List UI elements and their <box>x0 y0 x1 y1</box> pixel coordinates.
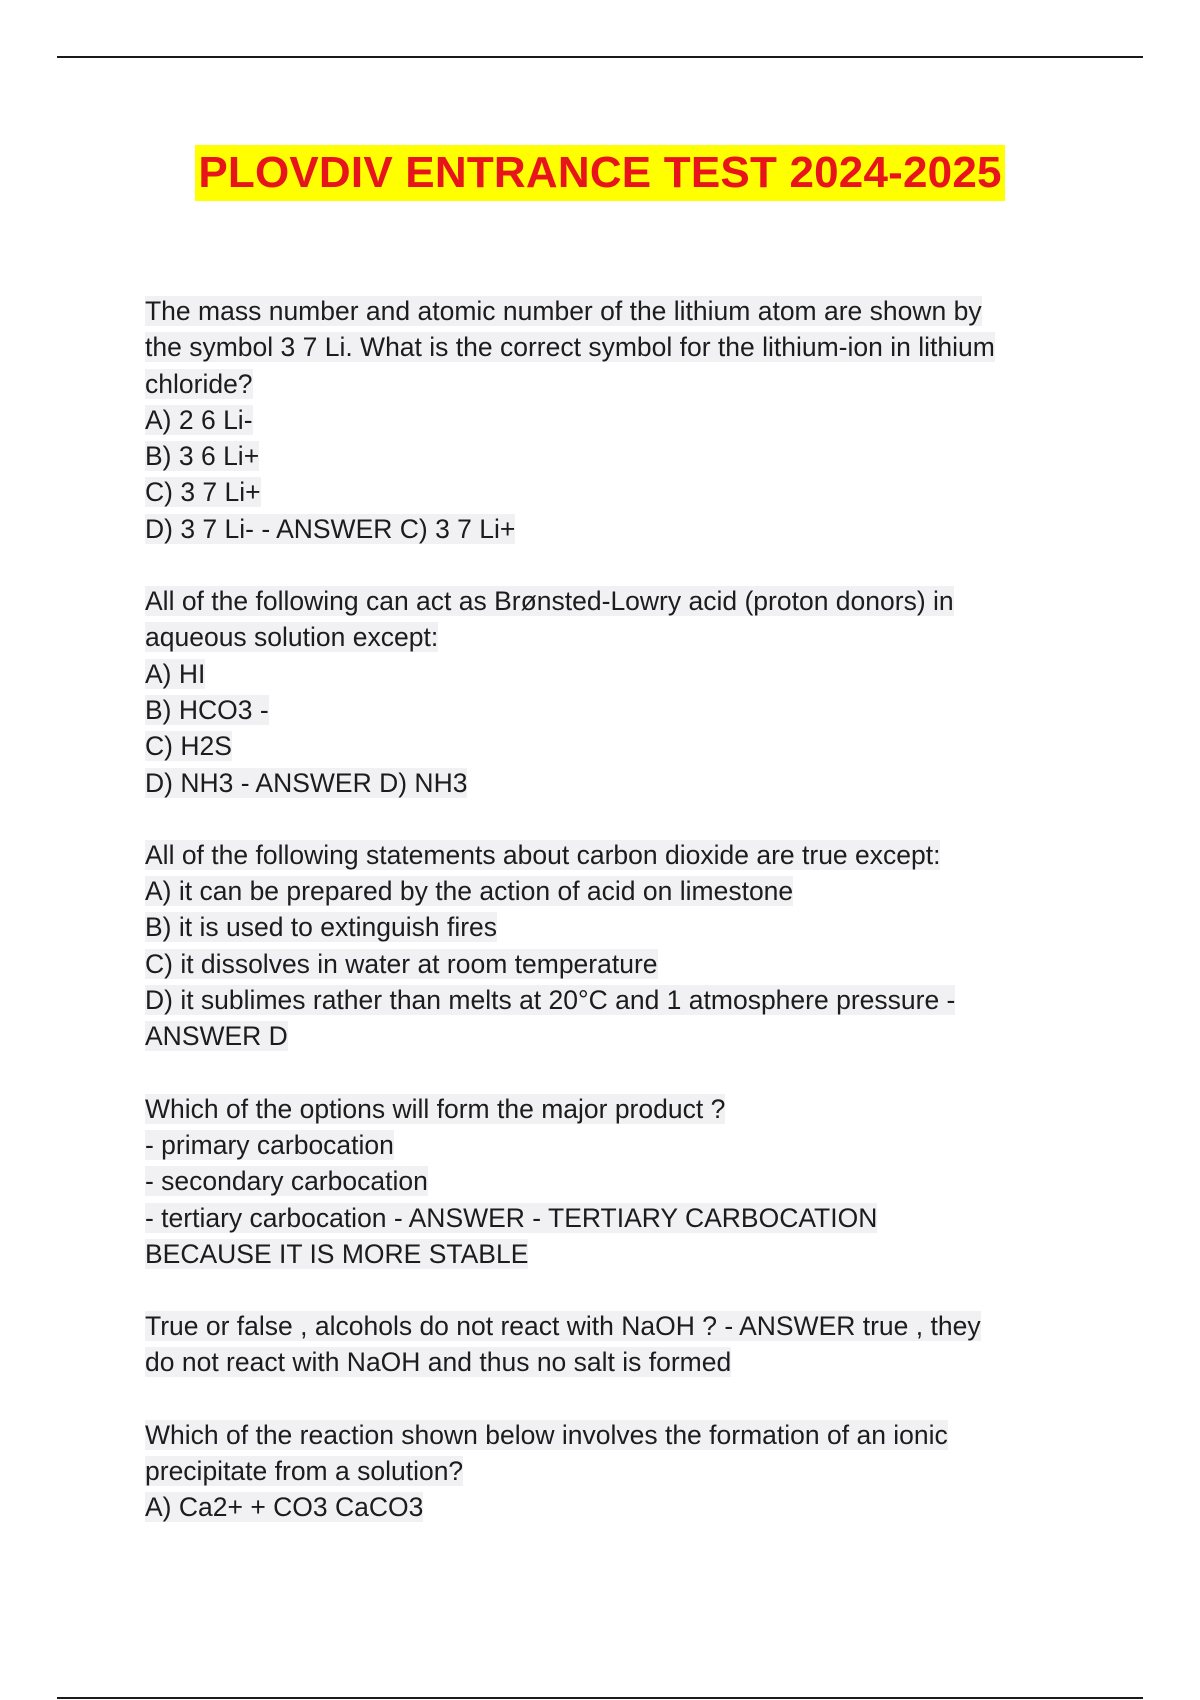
question-line <box>145 946 1065 982</box>
question-line <box>145 837 1065 873</box>
question-line-text: B) 3 6 Li+ <box>145 441 260 472</box>
question-line <box>145 1091 1065 1127</box>
question-line <box>145 366 1065 402</box>
question-line <box>145 511 1065 547</box>
question-block <box>145 1308 1065 1381</box>
bottom-rule <box>57 1697 1143 1699</box>
question-line <box>145 474 1065 510</box>
question-line <box>145 728 1065 764</box>
question-line <box>145 1453 1065 1489</box>
question-line-text: - primary carbocation <box>145 1129 394 1160</box>
question-line <box>145 1308 1065 1344</box>
question-line-text: BECAUSE IT IS MORE STABLE <box>145 1238 529 1269</box>
question-block <box>145 1091 1065 1272</box>
question-line-text: The mass number and atomic number of the lithium atom are shown by <box>145 296 982 326</box>
question-line-text: D) it sublimes rather than melts at 20°C and 1 atmosphere pressure - <box>145 985 956 1016</box>
question-line-text: ANSWER D <box>145 1021 288 1052</box>
question-line-text: Which of the reaction shown below involves the formation of an ionic <box>145 1419 948 1450</box>
question-line <box>145 438 1065 474</box>
question-line <box>145 909 1065 945</box>
question-line-text: A) Ca2+ + CO3 CaCO3 <box>145 1492 424 1523</box>
question-line <box>145 1018 1065 1054</box>
question-line <box>145 329 1065 365</box>
question-line <box>145 402 1065 438</box>
question-block <box>145 583 1065 801</box>
page-title: PLOVDIV ENTRANCE TEST 2024-2025 <box>195 145 1004 201</box>
question-line <box>145 692 1065 728</box>
question-line-text: the symbol 3 7 Li. What is the correct symbol for the lithium-ion in lithium <box>145 332 995 363</box>
question-line-text: precipitate from a solution? <box>145 1456 464 1487</box>
question-line <box>145 1236 1065 1272</box>
question-line-text: aqueous solution except: <box>145 622 439 653</box>
question-line <box>145 656 1065 692</box>
question-line <box>145 1489 1065 1525</box>
question-line-text: - secondary carbocation <box>145 1166 428 1197</box>
question-line <box>145 873 1065 909</box>
question-line <box>145 982 1065 1018</box>
question-block <box>145 837 1065 1055</box>
question-line-text: True or false , alcohols do not react with NaOH ? - ANSWER true , they <box>145 1311 981 1342</box>
question-line-text: B) it is used to extinguish fires <box>145 912 498 943</box>
question-line-text: All of the following statements about carbon dioxide are true except: <box>145 839 941 870</box>
question-line <box>145 293 1065 329</box>
question-block <box>145 293 1065 547</box>
question-line-text: A) it can be prepared by the action of acid on limestone <box>145 876 794 907</box>
question-line-text: - tertiary carbocation - ANSWER - TERTIARY CARBOCATION <box>145 1202 878 1233</box>
question-line <box>145 1417 1065 1453</box>
question-line <box>145 765 1065 801</box>
question-line-text: D) NH3 - ANSWER D) NH3 <box>145 767 468 798</box>
question-line <box>145 1344 1065 1380</box>
question-line-text: do not react with NaOH and thus no salt is formed <box>145 1347 732 1378</box>
question-line <box>145 1200 1065 1236</box>
question-line <box>145 1127 1065 1163</box>
top-rule <box>57 56 1143 58</box>
question-line <box>145 583 1065 619</box>
question-line-text: chloride? <box>145 368 253 399</box>
question-block <box>145 1417 1065 1526</box>
question-line-text: All of the following can act as Brønsted-Lowry acid (proton donors) in <box>145 586 954 617</box>
question-line-text: C) 3 7 Li+ <box>145 477 261 508</box>
question-line-text: A) HI <box>145 658 206 689</box>
question-line-text: B) HCO3 - <box>145 694 269 725</box>
question-line <box>145 1163 1065 1199</box>
question-line-text: C) it dissolves in water at room temperature <box>145 948 658 979</box>
question-line-text: A) 2 6 Li- <box>145 404 253 435</box>
question-line-text: Which of the options will form the major product ? <box>145 1093 726 1124</box>
question-line-text: C) H2S <box>145 731 232 762</box>
question-list <box>145 293 1065 1562</box>
question-line-text: D) 3 7 Li- - ANSWER C) 3 7 Li+ <box>145 513 516 544</box>
question-line <box>145 619 1065 655</box>
title-area <box>0 145 1200 201</box>
